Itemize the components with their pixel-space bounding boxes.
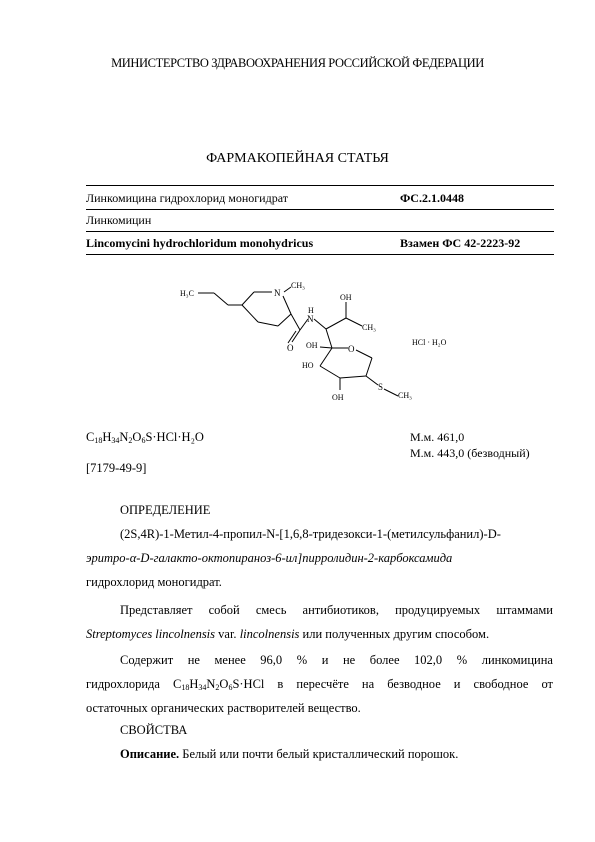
label-oh-top: OH [340, 293, 352, 302]
label-n-amide: N [307, 314, 314, 324]
label-oh-bottom: OH [332, 393, 344, 402]
label-ch3-n: CH₃ [291, 281, 305, 290]
monograph-replaces: Взамен ФС 42-2223-92 [400, 236, 521, 250]
definition-line-3: гидрохлорид моногидрат. [86, 575, 222, 589]
properties-heading: СВОЙСТВА [120, 723, 188, 737]
monograph-name-ru: Линкомицина гидрохлорид моногидрат [86, 191, 288, 205]
content-line-1: Содержит не менее 96,0 % и не более 102,0 % линкомицина [120, 653, 553, 667]
description-line-2: Streptomyces lincolnensis var. lincolnensis или полученных другим способом. [86, 627, 490, 641]
label-h-amide: H [308, 306, 314, 315]
label-o-carbonyl: O [287, 343, 294, 353]
content-line-2: гидрохлорида $C_{18}H_{34}N_2O_6S\cdot HCl$ в пересчёте на безводное и свободное от [86, 677, 553, 692]
cas-number: [7179-49-9] [86, 461, 147, 475]
label-o-ring: O [348, 344, 355, 354]
structural-formula [150, 272, 470, 412]
ministry-title: МИНИСТЕРСТВО ЗДРАВООХРАНЕНИЯ РОССИЙСКОЙ ФЕДЕРАЦИИ [111, 56, 484, 70]
label-h3c: H₃C [180, 289, 194, 298]
content-line-3: остаточных органических растворителей вещество. [86, 701, 361, 715]
monograph-synonym: Линкомицин [86, 213, 152, 227]
header-bottom-rule [86, 254, 554, 255]
monograph-code: ФС.2.1.0448 [400, 191, 464, 205]
description-line-1: Представляет собой смесь антибиотиков, продуцируемых штаммами [120, 603, 553, 617]
definition-line-1: (2S,4R)-1-Метил-4-пропил-N-[1,6,8-тридезокси-1-(метилсульфанил)-D- [120, 527, 501, 541]
header-top-rule [86, 185, 554, 186]
definition-heading: ОПРЕДЕЛЕНИЕ [120, 503, 211, 517]
header-rule-1 [86, 209, 554, 210]
properties-description: Описание. Белый или почти белый кристаллический порошок. [120, 747, 459, 761]
molar-mass-anhydrous: М.м. 443,0 (безводный) [410, 446, 530, 460]
label-oh-left: OH [306, 341, 318, 350]
label-ch3-side: CH₃ [362, 323, 376, 332]
label-ho: HO [302, 361, 314, 370]
definition-line-2: эритро-α-D-галакто-октопираноз-6-ил]пирролидин-2-карбоксамида [86, 551, 453, 565]
label-s: S [378, 382, 384, 392]
label-ch3-s: CH₃ [398, 391, 412, 400]
molar-mass: М.м. 461,0 [410, 430, 465, 444]
monograph-name-lat: Lincomycini hydrochloridum monohydricus [86, 236, 314, 250]
molecular-formula: $C_{18}H_{34}N_2O_6S\cdot HCl\cdot H_2O$ [86, 430, 204, 445]
document-title: ФАРМАКОПЕЙНАЯ СТАТЬЯ [206, 151, 389, 166]
label-n-ring: N [274, 288, 281, 298]
label-salt: HCl · H₂O [412, 338, 447, 347]
header-rule-2 [86, 231, 554, 232]
